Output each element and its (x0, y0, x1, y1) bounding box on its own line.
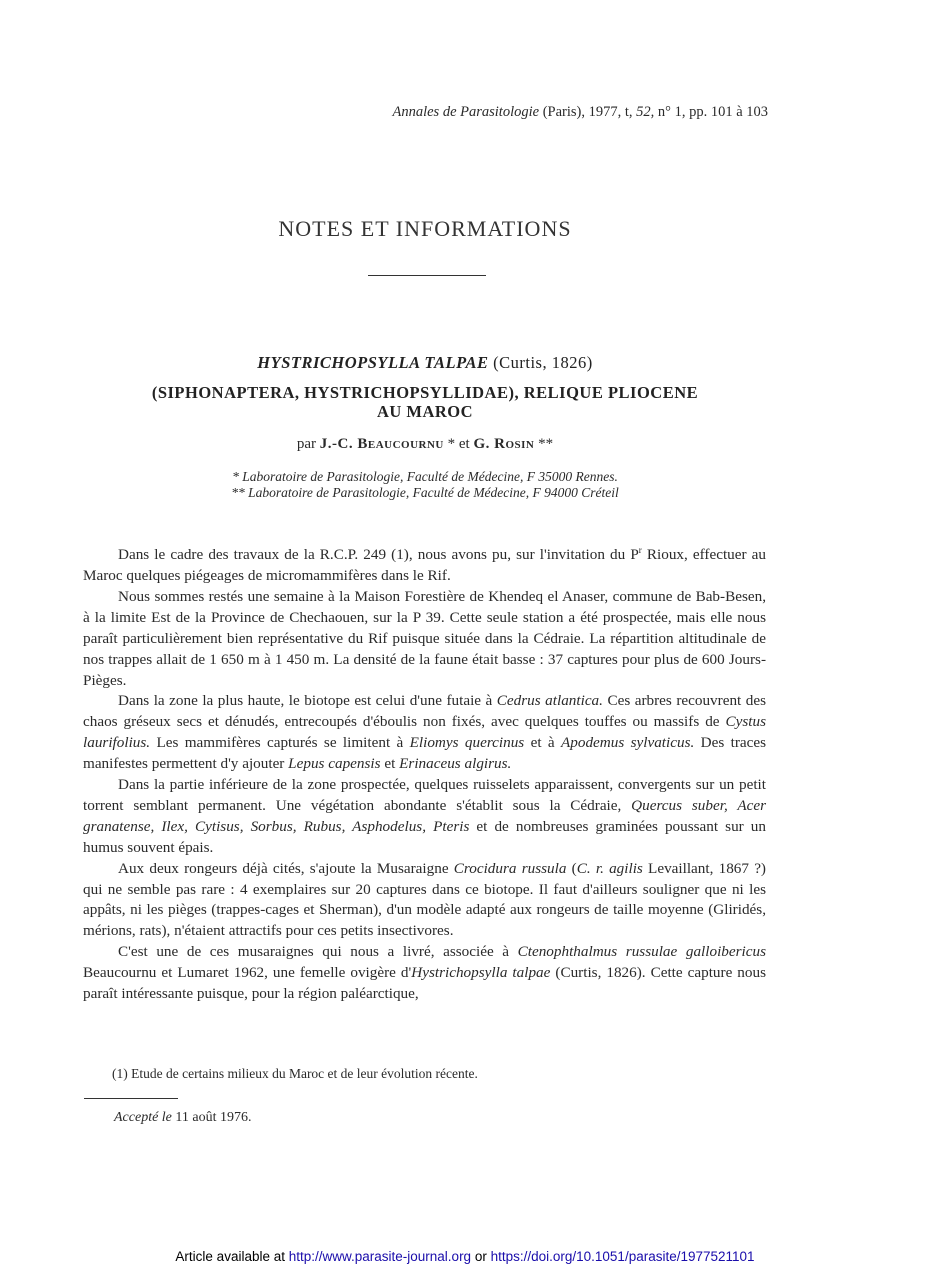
volume-number: 52, (636, 104, 655, 120)
paragraph-3: Dans la zone la plus haute, le biotope est celui d'une futaie à Cedrus atlantica. Ces arbres recouvrent des chaos gréseux secs et dénudés, entrecoupés d'éboulis non fixés, avec quelques touffes ou massifs de Cystus laurifolius. Les mammifères capturés se limitent à Eliomys quercinus et à Apodemus sylvaticus. Des traces manifestes permettent d'y ajouter Lepus capensis et Erinaceus algirus. (83, 692, 767, 773)
journal-citation (250, 104, 768, 121)
issue-pages: n° 1, pp. 101 à 103 (654, 104, 768, 120)
affiliation-2: ** Laboratoire de Parasitologie, Faculté de Médecine, F 94000 Créteil (231, 485, 619, 500)
citation-details: (Paris), 1977, t, (539, 104, 637, 120)
accepted-date: Accepté le 11 août 1976. (114, 1110, 252, 1125)
article-title-line3: AU MAROC (376, 402, 474, 421)
author-1: J.-C. Beaucournu (319, 436, 444, 452)
affiliation-1: * Laboratoire de Parasitologie, Faculté de Médecine, F 35000 Rennes. (232, 469, 618, 484)
byline: par J.-C. Beaucournu * et G. Rosin ** (296, 436, 554, 452)
paragraph-6: C'est une de ces musaraignes qui nous a livré, associée à Ctenophthalmus russulae galloibericus Beaucournu et Lumaret 1962, une femelle ovigère d'Hystrichopsylla talpae (Curtis, 1826). Cette capture nous paraît intéressante puisque, pour la région paléarctique, (83, 943, 766, 1003)
journal-link[interactable]: http://www.parasite-journal.org (288, 1249, 472, 1264)
paragraph-1: Dans le cadre des travaux de la R.C.P. 249 (1), nous avons pu, sur l'invitation du $P^r$ Rioux, effectuer au Maroc quelques piégeages de micromammifères dans le Rif. (83, 545, 766, 584)
article-availability-footer: Article available at http://www.parasite-journal.org or https://doi.org/10.1051/parasite/1977521101 (175, 1249, 755, 1264)
title-divider (368, 275, 486, 276)
article-body (83, 540, 766, 1005)
author-2: G. Rosin (473, 436, 535, 452)
doi-link[interactable]: https://doi.org/10.1051/parasite/1977521101 (490, 1249, 755, 1264)
paragraph-4: Dans la partie inférieure de la zone prospectée, quelques ruisselets apparaissent, convergents sur un petit torrent semblant permanent. Une végétation abondante s'établit sous la Cédraie, Quercus suber, Acer granatense, Ilex, Cytisus, Sorbus, Rubus, Asphodelus, Pteris et de nombreuses graminées poussant sur un humus souvent épais. (83, 776, 766, 856)
journal-name: Annales de Parasitologie (392, 104, 540, 120)
species-authority: (Curtis, 1826) (488, 353, 593, 372)
paragraph-5: Aux deux rongeurs déjà cités, s'ajoute la Musaraigne Crocidura russula (C. r. agilis Levaillant, 1867 ?) qui ne semble pas rare : 4 exemplaires sur 20 captures dans ce biotope. Il faut d'ailleurs souligner que ni les appâts, ni les pièges (trappes-cages et Sherman), d'un modèle adapté aux rongeurs de taille moyenne (Gliridés, mérions, rats), n'étaient attractifs pour ces petits insectivores. (83, 859, 766, 940)
article-title-line2: (SIPHONAPTERA, HYSTRICHOPSYLLIDAE), RELIQUE PLIOCENE (151, 383, 699, 402)
article-title-line1 (0, 353, 850, 373)
paragraph-2: Nous sommes restés une semaine à la Maison Forestière de Khendeq el Anaser, commune de Bab-Besen, à la limite Est de la Province de Chechaouen, sur la P 39. Cette seule station a été prospectée, mais elle nous paraît particulièrement bien représentative du Rif puisque située dans la Cédraie. La répartition altitudinale de nos trappes allait de 1 650 m à 1 450 m. La densité de la faune était basse : 37 captures pour plus de 600 Jours-Pièges. (83, 587, 766, 689)
section-title: NOTES ET INFORMATIONS (278, 216, 572, 241)
species-name: HYSTRICHOPSYLLA TALPAE (257, 353, 489, 372)
footnote-divider (84, 1098, 178, 1099)
footnote: (1) Etude de certains milieux du Maroc et de leur évolution récente. (112, 1066, 478, 1081)
